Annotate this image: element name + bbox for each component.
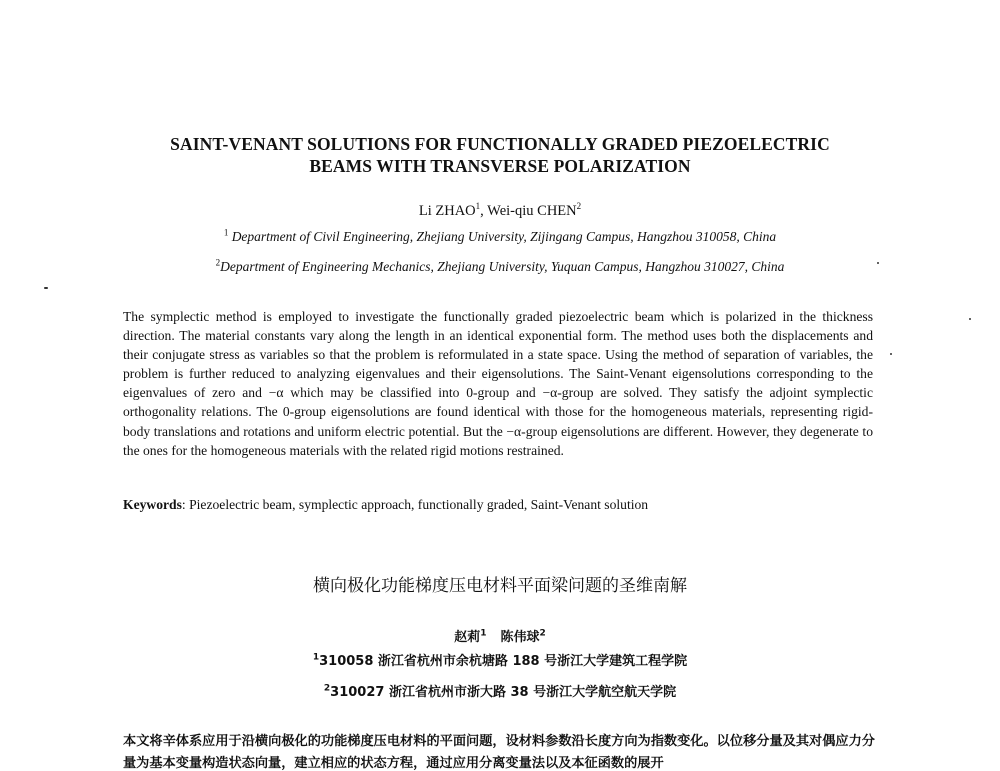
affiliation-2 bbox=[0, 259, 1000, 275]
affiliation-mark: 1 bbox=[223, 227, 229, 238]
chinese-author-name: 赵莉 bbox=[454, 630, 481, 645]
affiliation-1 bbox=[0, 229, 1000, 245]
keywords bbox=[123, 497, 873, 513]
chinese-author-name: 陈伟球 bbox=[500, 630, 540, 645]
author-list bbox=[0, 203, 1000, 220]
chinese-affiliation-text: 310027 浙江省杭州市浙大路 38 号浙江大学航空航天学院 bbox=[330, 685, 677, 700]
author-separator: , bbox=[480, 203, 488, 219]
title-line-2: BEAMS WITH TRANSVERSE POLARIZATION bbox=[309, 156, 691, 176]
scan-speck bbox=[890, 353, 892, 355]
author-affiliation-mark: 1 bbox=[475, 201, 481, 212]
keywords-text: : Piezoelectric beam, symplectic approach, functionally graded, Saint-Venant solution bbox=[181, 497, 649, 512]
chinese-author-mark: 1 bbox=[480, 628, 487, 639]
chinese-author-list bbox=[0, 626, 1000, 645]
author-name: Li ZHAO bbox=[418, 203, 476, 219]
affiliation-text: Department of Civil Engineering, Zhejiang University, Zijingang Campus, Hangzhou 310058, China bbox=[231, 229, 777, 244]
title-line-1: SAINT-VENANT SOLUTIONS FOR FUNCTIONALLY GRADED PIEZOELECTRIC bbox=[170, 134, 830, 154]
affiliation-text: Department of Engineering Mechanics, Zhejiang University, Yuquan Campus, Hangzhou 310027, China bbox=[220, 259, 785, 274]
author-name: Wei-qiu CHEN bbox=[487, 203, 577, 219]
scan-speck bbox=[877, 262, 879, 264]
affiliation-mark: 2 bbox=[215, 257, 221, 268]
author-affiliation-mark: 2 bbox=[576, 201, 582, 212]
chinese-affiliation-1 bbox=[0, 650, 1000, 669]
chinese-affiliation-2 bbox=[0, 681, 1000, 700]
abstract: The symplectic method is employed to investigate the functionally graded piezoelectric beam which is polarized in the thickness direction. The material constants vary along the length in an identical exponential form. The method uses both the displacements and their conjugate stress as variables so that the problem is reformulated in a state space. Using the method of separation of variables, the problem is further reduced to analyzing eigenvalues and their eigensolutions. The Saint-Venant eigensolutions corresponding to the eigenvalues of zero and −α which may be classified into 0-group and −α-group are solved. They satisfy the adjoint symplectic orthogonality relations. The 0-group eigensolutions are found identical with those for the homogeneous materials, representing rigid-body translations and rotations and uniform electric potential. But the −α-group eigensolutions are different. However, they degenerate to the ones for the homogeneous materials with the related rigid motions restrained. bbox=[123, 309, 873, 458]
chinese-abstract: 本文将辛体系应用于沿横向极化的功能梯度压电材料的平面问题，设材料参数沿长度方向为指数变化。以位移分量及其对偶应力分量为基本变量构造状态向量，建立相应的状态方程，通过应用分离变量法以及本征函数的展开 bbox=[123, 734, 875, 771]
chinese-affiliation-text: 310058 浙江省杭州市余杭塘路 188 号浙江大学建筑工程学院 bbox=[319, 654, 688, 669]
chinese-author-mark: 2 bbox=[539, 628, 546, 639]
scan-speck bbox=[44, 287, 48, 289]
paper-title bbox=[100, 133, 900, 177]
keywords-label: Keywords bbox=[123, 497, 182, 512]
scan-speck bbox=[969, 318, 971, 320]
chinese-affiliation-mark: 1 bbox=[312, 652, 320, 663]
chinese-affiliation-mark: 2 bbox=[323, 683, 331, 694]
chinese-title: 横向极化功能梯度压电材料平面梁问题的圣维南解 bbox=[313, 576, 687, 596]
